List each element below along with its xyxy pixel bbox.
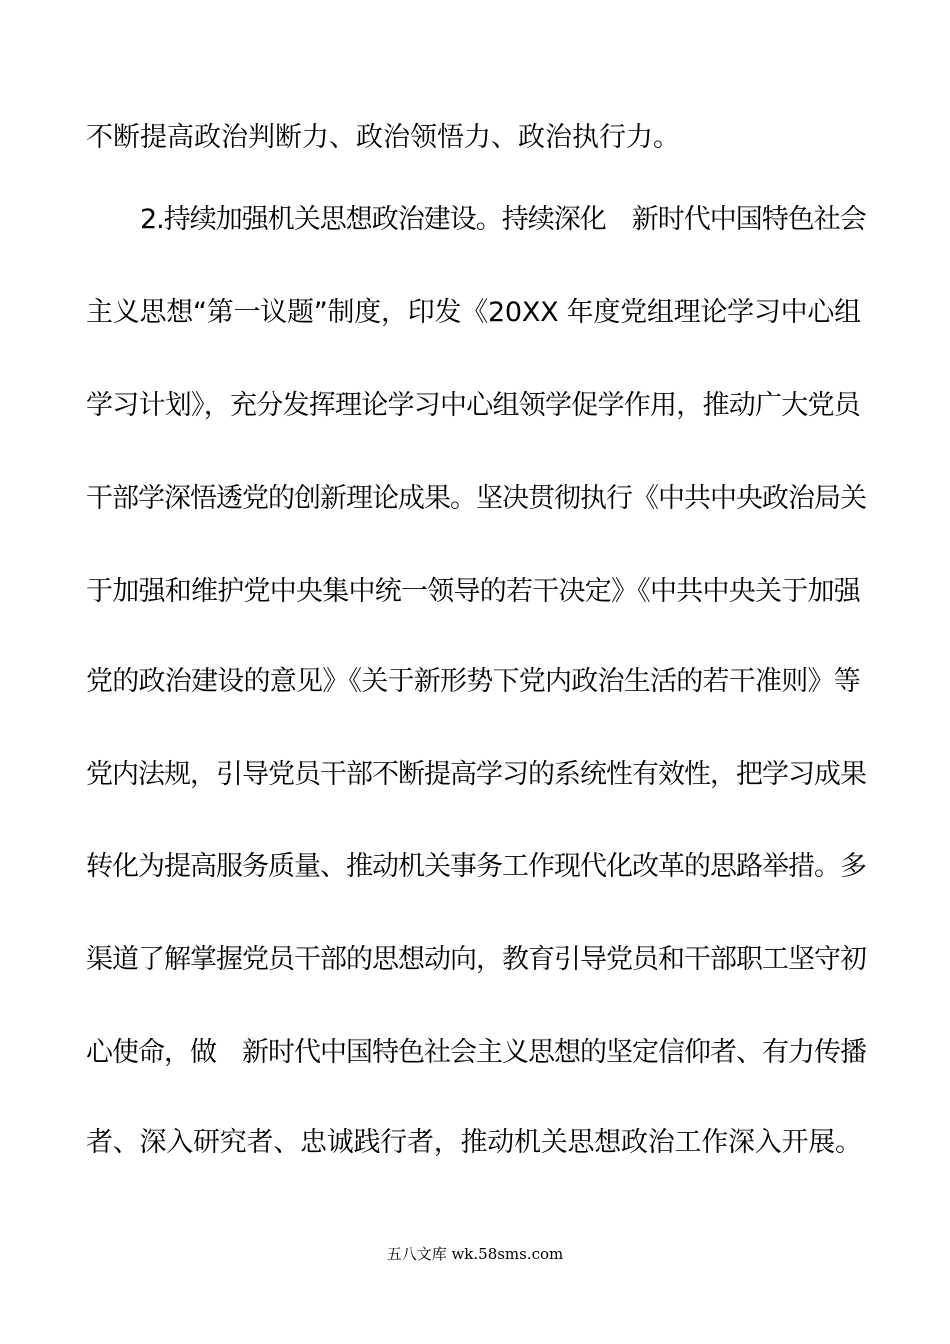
paragraph-line-4: 学习计划》，充分发挥理论学习中心组领学促学作用，推动广大党员	[86, 390, 860, 421]
paragraph-line-6: 于加强和维护党中央集中统一领导的若干决定》《中共中央关于加强	[86, 576, 860, 607]
paragraph-line-10: 渠道了解掌握党员干部的思想动向，教育引导党员和干部职工坚守初	[86, 944, 866, 975]
paragraph-line-5: 干部学深悟透党的创新理论成果。坚决贯彻执行《中共中央政治局关	[86, 483, 866, 514]
paragraph-line-3: 主义思想“第一议题”制度，印发《20XX 年度党组理论学习中心组	[86, 297, 861, 328]
paragraph-line-12: 者、深入研究者、忠诚践行者，推动机关思想政治工作深入开展。	[86, 1127, 862, 1158]
paragraph-line-9: 转化为提高服务质量、推动机关事务工作现代化改革的思路举措。多	[86, 851, 866, 882]
paragraph-line-8: 党内法规，引导党员干部不断提高学习的系统性有效性，把学习成果	[86, 759, 866, 790]
paragraph-line-11: 心使命，做 新时代中国特色社会主义思想的坚定信仰者、有力传播	[86, 1037, 866, 1068]
footer-watermark: 五八文库 wk.58sms.com	[386, 1245, 564, 1263]
paragraph-line-2: 2.持续加强机关思想政治建设。持续深化 新时代中国特色社会	[140, 204, 866, 235]
paragraph-line-7: 党的政治建设的意见》《关于新形势下党内政治生活的若干准则》等	[86, 666, 860, 697]
paragraph-line-1: 不断提高政治判断力、政治领悟力、政治执行力。	[86, 122, 680, 153]
